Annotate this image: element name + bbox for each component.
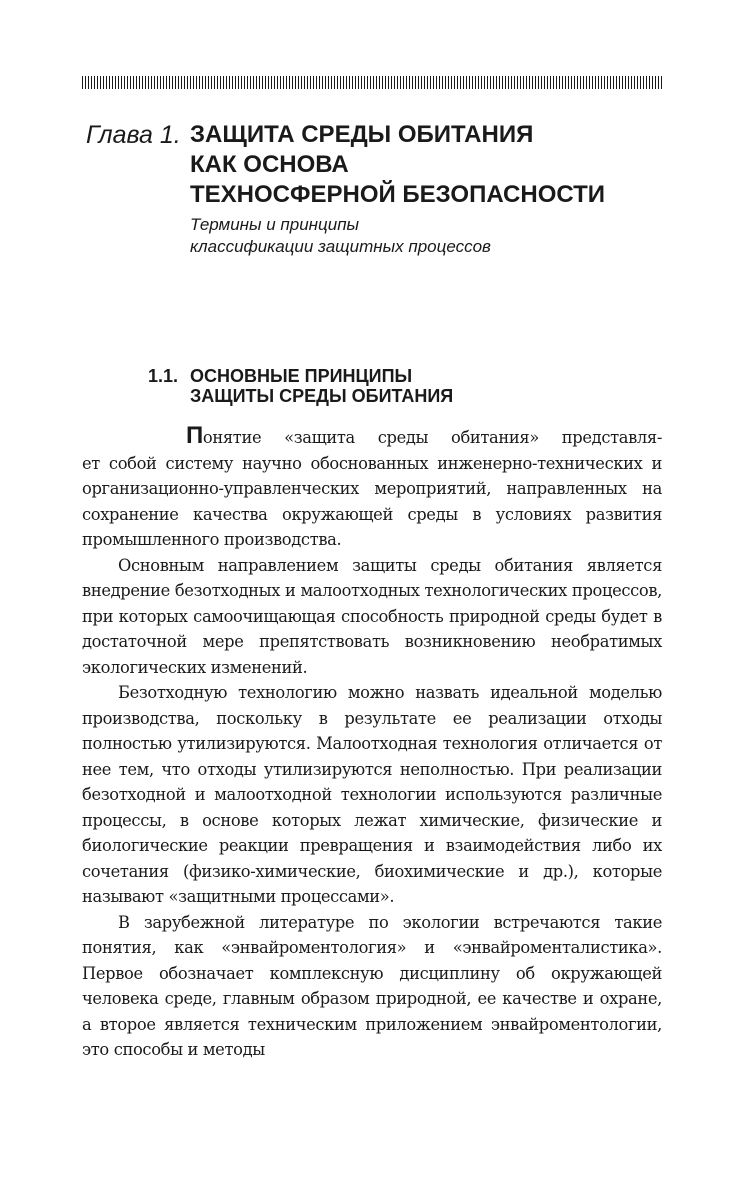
paragraph: Безотходную технологию можно назвать идеальной моделью производства, поскольку в результате ее реализации отходы полностью утилизируются. Малоотходная технология отличается от нее тем, что отходы утилизируются неполностью. При реализации безотходной и малоотходной технологии используются различные процессы, в основе которых лежат химические, физические и биологические реакции превращения и взаимодействия либо их сочетания (физико-химические, биохимические и др.), которые называют «защитными процессами».: [82, 683, 662, 906]
chapter-title: [190, 120, 605, 210]
paragraph-first-line-text: онятие «защита среды обитания» представля-: [202, 428, 662, 447]
paragraph: [82, 422, 662, 553]
paragraph-text: ет собой систему научно обоснованных инженерно-технических и организационно-управленческих мероприятий, направленных на сохранение качества окружающей среды в условиях развития промышленного производства.: [82, 453, 662, 549]
body-text: [82, 422, 662, 1063]
drop-cap: П: [186, 422, 203, 449]
chapter-title-line: ТЕХНОСФЕРНОЙ БЕЗОПАСНОСТИ: [190, 181, 606, 208]
section-title-line: ЗАЩИТЫ СРЕДЫ ОБИТАНИЯ: [190, 386, 454, 406]
chapter-title-line: ЗАЩИТА СРЕДЫ ОБИТАНИЯ: [190, 121, 534, 148]
chapter-subtitle: [190, 214, 491, 258]
section-title-line: ОСНОВНЫЕ ПРИНЦИПЫ: [190, 366, 413, 386]
decorative-rule: [82, 76, 664, 89]
chapter-subtitle-line: классификации защитных процессов: [190, 237, 491, 256]
chapter-label: Глава 1.: [86, 121, 181, 149]
section-number: 1.1.: [148, 366, 179, 386]
chapter-subtitle-line: Термины и принципы: [190, 215, 360, 234]
chapter-title-line: КАК ОСНОВА: [190, 151, 349, 178]
paragraph: Основным направлением защиты среды обитания является внедрение безотходных и малоотходных технологических процессов, при которых самоочищающая способность природной среды будет в достаточной мере препятствовать возникновению необратимых экологических изменений.: [82, 555, 662, 677]
section-title: [190, 366, 453, 406]
paragraph-first-line: [82, 422, 662, 451]
paragraph: В зарубежной литературе по экологии встречаются такие понятия, как «энвайроментология» и «энвайроменталистика». Первое обозначает комплексную дисциплину об окружающей человека среде, главным образом природной, ее качестве и охране, а второе является техническим приложением энвайроментологии, это способы и методы: [82, 912, 662, 1059]
